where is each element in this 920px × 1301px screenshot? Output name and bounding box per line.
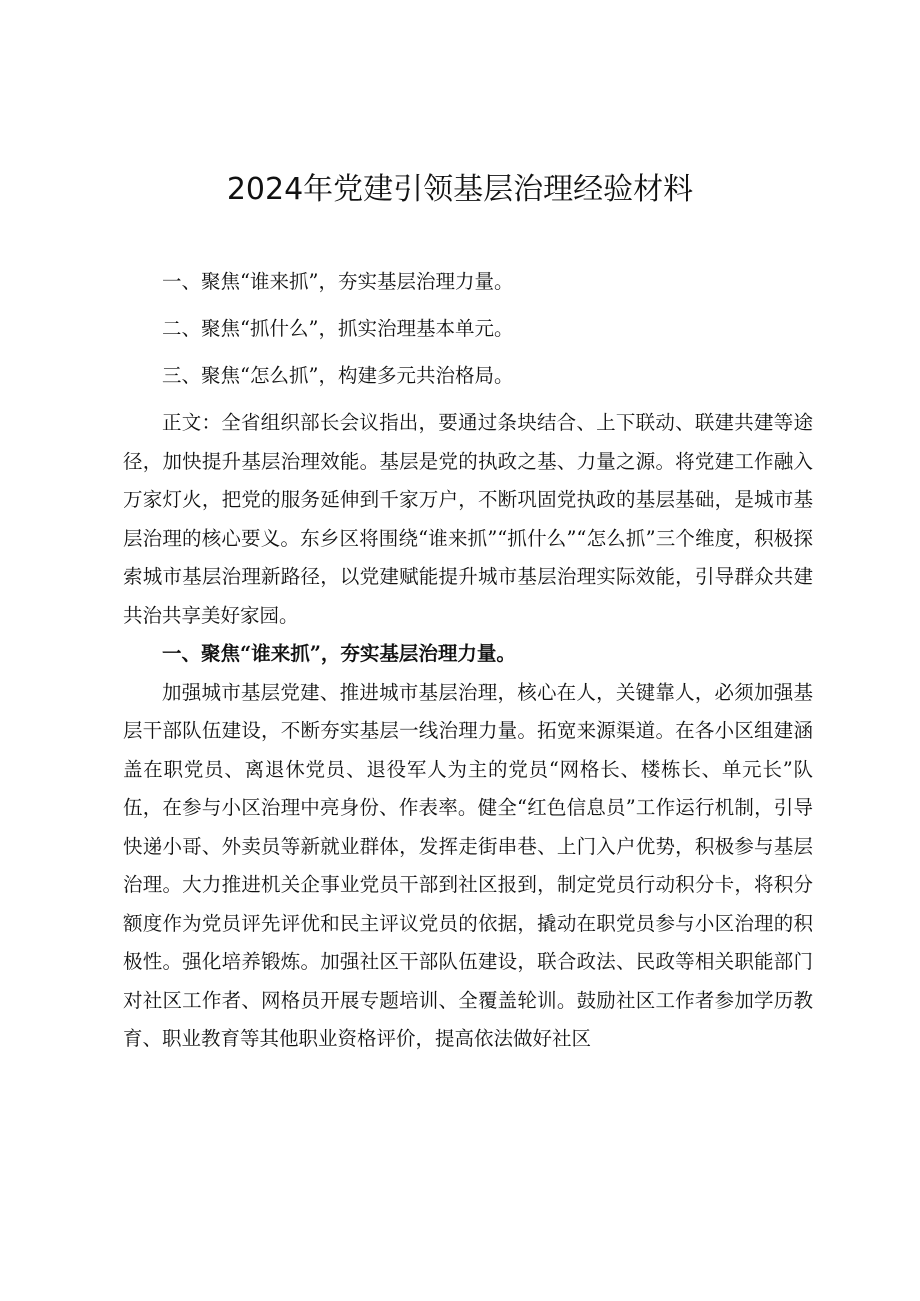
- outline-item: 二、聚焦“抓什么”，抓实治理基本单元。: [162, 317, 514, 340]
- outline-list: [123, 263, 813, 396]
- document-title: 2024年党建引领基层治理经验材料: [226, 172, 694, 207]
- outline-item: 三、聚焦“怎么抓”，构建多元共治格局。: [162, 364, 514, 387]
- intro-paragraph: 正文：全省组织部长会议指出，要通过条块结合、上下联动、联建共建等途径，加快提升基层治理效能。基层是党的执政之基、力量之源。将党建工作融入万家灯火，把党的服务延伸到千家万户，不断巩固党执政的基层基础，是城市基层治理的核心要义。东乡区将围绕“谁来抓”“抓什么”“怎么抓”三个维度，积极探索城市基层治理新路径，以党建赋能提升城市基层治理实际效能，引导群众共建共治共享美好家园。: [123, 411, 813, 627]
- section-heading: 一、聚焦“谁来抓”，夯实基层治理力量。: [162, 642, 516, 665]
- document-body: [123, 263, 813, 1059]
- outline-item: 一、聚焦“谁来抓”，夯实基层治理力量。: [162, 270, 514, 293]
- section-paragraph: 加强城市基层党建、推进城市基层治理，核心在人，关键靠人，必须加强基层干部队伍建设，不断夯实基层一线治理力量。拓宽来源渠道。在各小区组建涵盖在职党员、离退休党员、退役军人为主的党员“网格长、楼栋长、单元长”队伍，在参与小区治理中亮身份、作表率。健全“红色信息员”工作运行机制，引导快递小哥、外卖员等新就业群体，发挥走街串巷、上门入户优势，积极参与基层治理。大力推进机关企事业党员干部到社区报到，制定党员行动积分卡，将积分额度作为党员评先评优和民主评议党员的依据，撬动在职党员参与小区治理的积极性。强化培养锻炼。加强社区干部队伍建设，联合政法、民政等相关职能部门对社区工作者、网格员开展专题培训、全覆盖轮训。鼓励社区工作者参加学历教育、职业教育等其他职业资格评价，提高依法做好社区: [123, 680, 813, 1050]
